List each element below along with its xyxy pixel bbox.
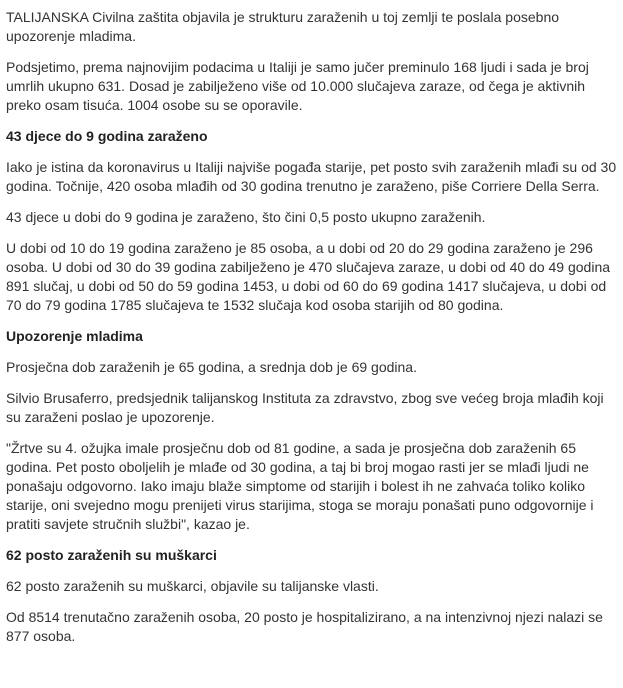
paragraph-young-share: Iako je istina da koronavirus u Italiji najviše pogađa starije, pet posto svih zaraženih mlađi su od 30 godina. Točnije, 420 osoba mlađih od 30 godina trenutno je zaraženo, piše Corriere Della Serra.	[6, 159, 617, 194]
paragraph-quote: "Žrtve su 4. ožujka imale prosječnu dob od 81 godine, a sada je prosječna dob zaraženih 65 godina. Pet posto oboljelih je mlađe od 30 godina, a taj bi broj mogao rasti jer se mlađi ljudi ne ponašaju odgovorno. Iako imaju blaže simptome od starijih i bolest ih ne zahvaća toliko koliko starije, oni svejedno mogu prenijeti virus starijima, stoga se moraju ponašati puno odgovornije i pratiti savjete stručnih službi", kazao je.	[6, 440, 594, 532]
subheading-warning-youth: Upozorenje mladima	[6, 328, 143, 344]
paragraph-age-breakdown: U dobi od 10 do 19 godina zaraženo je 85 osoba, a u dobi od 20 do 29 godina zaraženo je 296 osoba. U dobi od 30 do 39 godina zabilježeno je 470 slučajeva zaraze, u dobi od 40 do 49 godina 891 slučaj, u dobi od 50 do 59 godina 1453, u dobi od 60 do 69 godina 1417 slučajeva, u dobi od 70 do 79 godina 1785 slučajeva te 1532 slučaja kod osoba starijih od 80 godina.	[6, 240, 611, 313]
paragraph-children-count: 43 djece u dobi do 9 godina je zaraženo, što čini 0,5 posto ukupno zaraženih.	[6, 209, 486, 225]
subheading-children-infected: 43 djece do 9 godina zaraženo	[6, 128, 208, 144]
paragraph-brusaferro: Silvio Brusaferro, predsjednik talijanskog Instituta za zdravstvo, zbog sve većeg broja mlađih koji su zaraženi poslao je upozorenje.	[6, 390, 604, 425]
subheading-men-share: 62 posto zaraženih su muškarci	[6, 547, 217, 563]
paragraph-hospitalized: Od 8514 trenutačno zaraženih osoba, 20 posto je hospitalizirano, a na intenzivnoj njezi nalazi se 877 osoba.	[6, 609, 603, 644]
paragraph-intro: TALIJANSKA Civilna zaštita objavila je strukturu zaraženih u toj zemlji te poslala posebno upozorenje mladima.	[6, 9, 560, 44]
paragraph-recap: Podsjetimo, prema najnovijim podacima u Italiji je samo jučer preminulo 168 ljudi i sada je broj umrlih ukupno 631. Dosad je zabilježeno više od 10.000 slučajeva zaraze, od čega je aktivnih preko osam tisuća. 1004 osobe su se oporavile.	[6, 59, 589, 113]
paragraph-average-age: Prosječna dob zaraženih je 65 godina, a srednja dob je 69 godina.	[6, 359, 417, 375]
paragraph-men-share: 62 posto zaraženih su muškarci, objavile su talijanske vlasti.	[6, 578, 379, 594]
